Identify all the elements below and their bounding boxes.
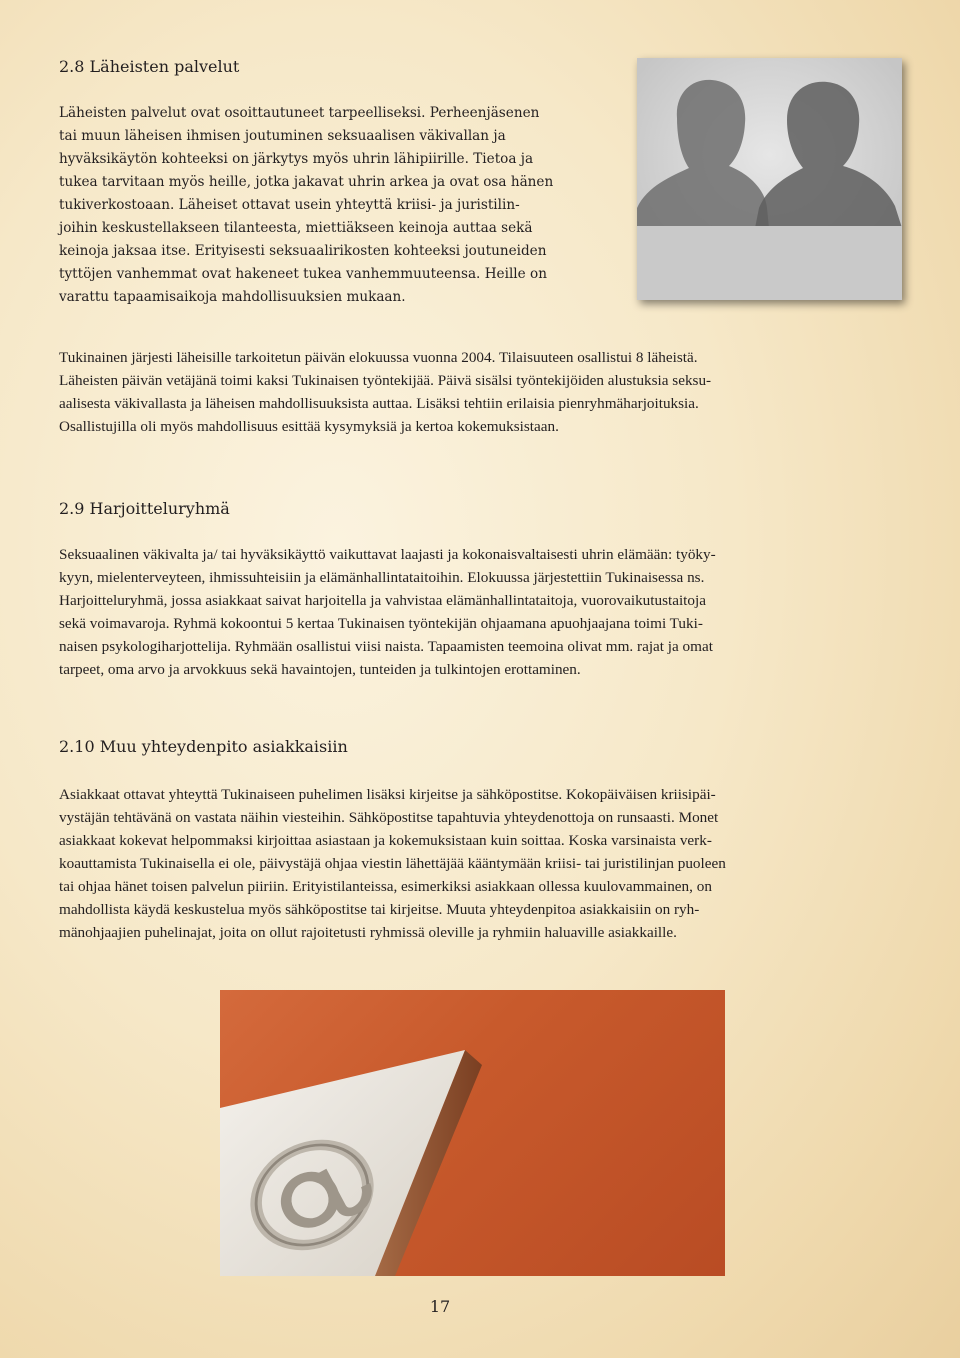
section-2-10-title: 2.10 Muu yhteydenpito asiakkaisiin [59,737,348,756]
two-person-silhouette-icon [637,58,902,300]
text-line: hyväksikäytön kohteeksi on järkytys myös uhrin lähipiirille. Tietoa ja [59,151,534,167]
text-line: Osallistujilla oli myös mahdollisuus esittää kysymyksiä ja kertoa kokemuksistaan. [59,418,559,435]
page-number: 17 [429,1297,451,1316]
text-line: mahdollista käydä keskustelua myös sähköpostitse tai kirjeitse. Muuta yhteydenpitoa asiakkaisiin on ryh- [59,901,700,918]
text-line: tai ohjaa hänet toisen palvelun piiriin. Erityistilanteissa, esimerkiksi asiakkaan ollessa kuulovammainen, on [59,878,712,895]
silhouettes-photo [637,58,902,300]
section-2-9-title: 2.9 Harjoitteluryhmä [59,499,230,518]
paragraph [59,102,629,309]
text-line: joihin keskustellakseen tilanteesta, miettiäkseen keinoja auttaa sekä [59,220,533,236]
paragraph [59,783,909,944]
text-line: asiakkaat kokevat helpommaksi kirjoittaa asiastaan ja kokemuksistaan kuin soittaa. Koska varsinaista verk- [59,832,712,849]
section-2-8-heading [59,56,239,78]
text-line: keinoja jaksaa itse. Erityisesti seksuaalirikosten kohteeksi joutuneiden [59,243,547,259]
text-line: Asiakkaat ottavat yhteyttä Tukinaiseen puhelimen lisäksi kirjeitse ja sähköpostitse. Kokopäiväisen kriisipäi- [59,786,716,803]
section-2-8-paragraph-2 [59,346,909,438]
text-line: tai muun läheisen ihmisen joutuminen seksuaalisen väkivallan ja [59,128,506,144]
section-2-8-title: 2.8 Läheisten palvelut [59,57,240,76]
text-line: koauttamista Tukinaisella ei ole, päivystäjä ohjaa viestin lähettäjää kääntymään kriisi- tai juristilinjan puoleen [59,855,726,872]
at-sign-icon [220,990,725,1276]
text-line: Läheisten päivän vetäjänä toimi kaksi Tukinaisen työntekijää. Päivä sisälsi työntekijöiden alustuksia seksu- [59,372,712,389]
section-2-10-heading [59,736,348,758]
text-line: tarpeet, oma arvo ja arvokkuus sekä havaintojen, tunteiden ja tulkintojen erottaminen. [59,661,581,678]
at-sign-illustration [220,990,725,1276]
section-2-9-paragraph [59,543,909,681]
text-line: Tukinainen järjesti läheisille tarkoitetun päivän elokuussa vuonna 2004. Tilaisuuteen osallistui 8 läheistä. [59,349,698,366]
section-2-10-paragraph [59,783,909,944]
paragraph [59,346,909,438]
text-line: sekä voimavaroja. Ryhmä kokoontui 5 kertaa Tukinaisen työntekijän ohjaamana apuohjaajana toimi Tuki- [59,615,703,632]
text-line: aalisesta väkivallasta ja läheisen mahdollisuuksista auttaa. Lisäksi tehtiin erilaisia pienryhmäharjoituksia. [59,395,699,412]
text-line: kyyn, mielenterveyteen, ihmissuhteisiin ja elämänhallintataitoihin. Elokuussa järjestettiin Tukinaisessa ns. [59,569,705,586]
text-line: vystäjän tehtävänä on vastata näihin viesteihin. Sähköpostitse tapahtuvia yhteydenottoja on runsaasti. Monet [59,809,719,826]
paragraph [59,543,909,681]
text-line: Harjoitteluryhmä, jossa asiakkaat saivat harjoitella ja vahvistaa elämänhallintataitoja, vuorovaikutustaitoja [59,592,706,609]
text-line: naisen psykologiharjottelija. Ryhmään osallistui viisi naista. Tapaamisten teemoina olivat mm. rajat ja omat [59,638,713,655]
text-line: tukiverkostoaan. Läheiset ottavat usein yhteyttä kriisi- ja juristilin- [59,197,520,213]
text-line: tyttöjen vanhemmat ovat hakeneet tukea vanhemmuuteensa. Heille on [59,266,547,282]
section-2-8-paragraph-1 [59,102,629,309]
text-line: tukea tarvitaan myös heille, jotka jakavat uhrin arkea ja ovat osa hänen [59,174,554,190]
section-2-9-heading [59,498,230,520]
text-line: Läheisten palvelut ovat osoittautuneet tarpeelliseksi. Perheenjäsenen [59,105,540,121]
text-line: Seksuaalinen väkivalta ja/ tai hyväksikäyttö vaikuttavat laajasti ja kokonaisvaltaisesti uhrin elämään: työky- [59,546,716,563]
text-line: mänohjaajien puhelinajat, joita on ollut rajoitetusti ryhmissä oleville ja ryhmiin haluaville asiakkaille. [59,924,677,941]
text-line: varattu tapaamisaikoja mahdollisuuksien mukaan. [59,289,406,305]
